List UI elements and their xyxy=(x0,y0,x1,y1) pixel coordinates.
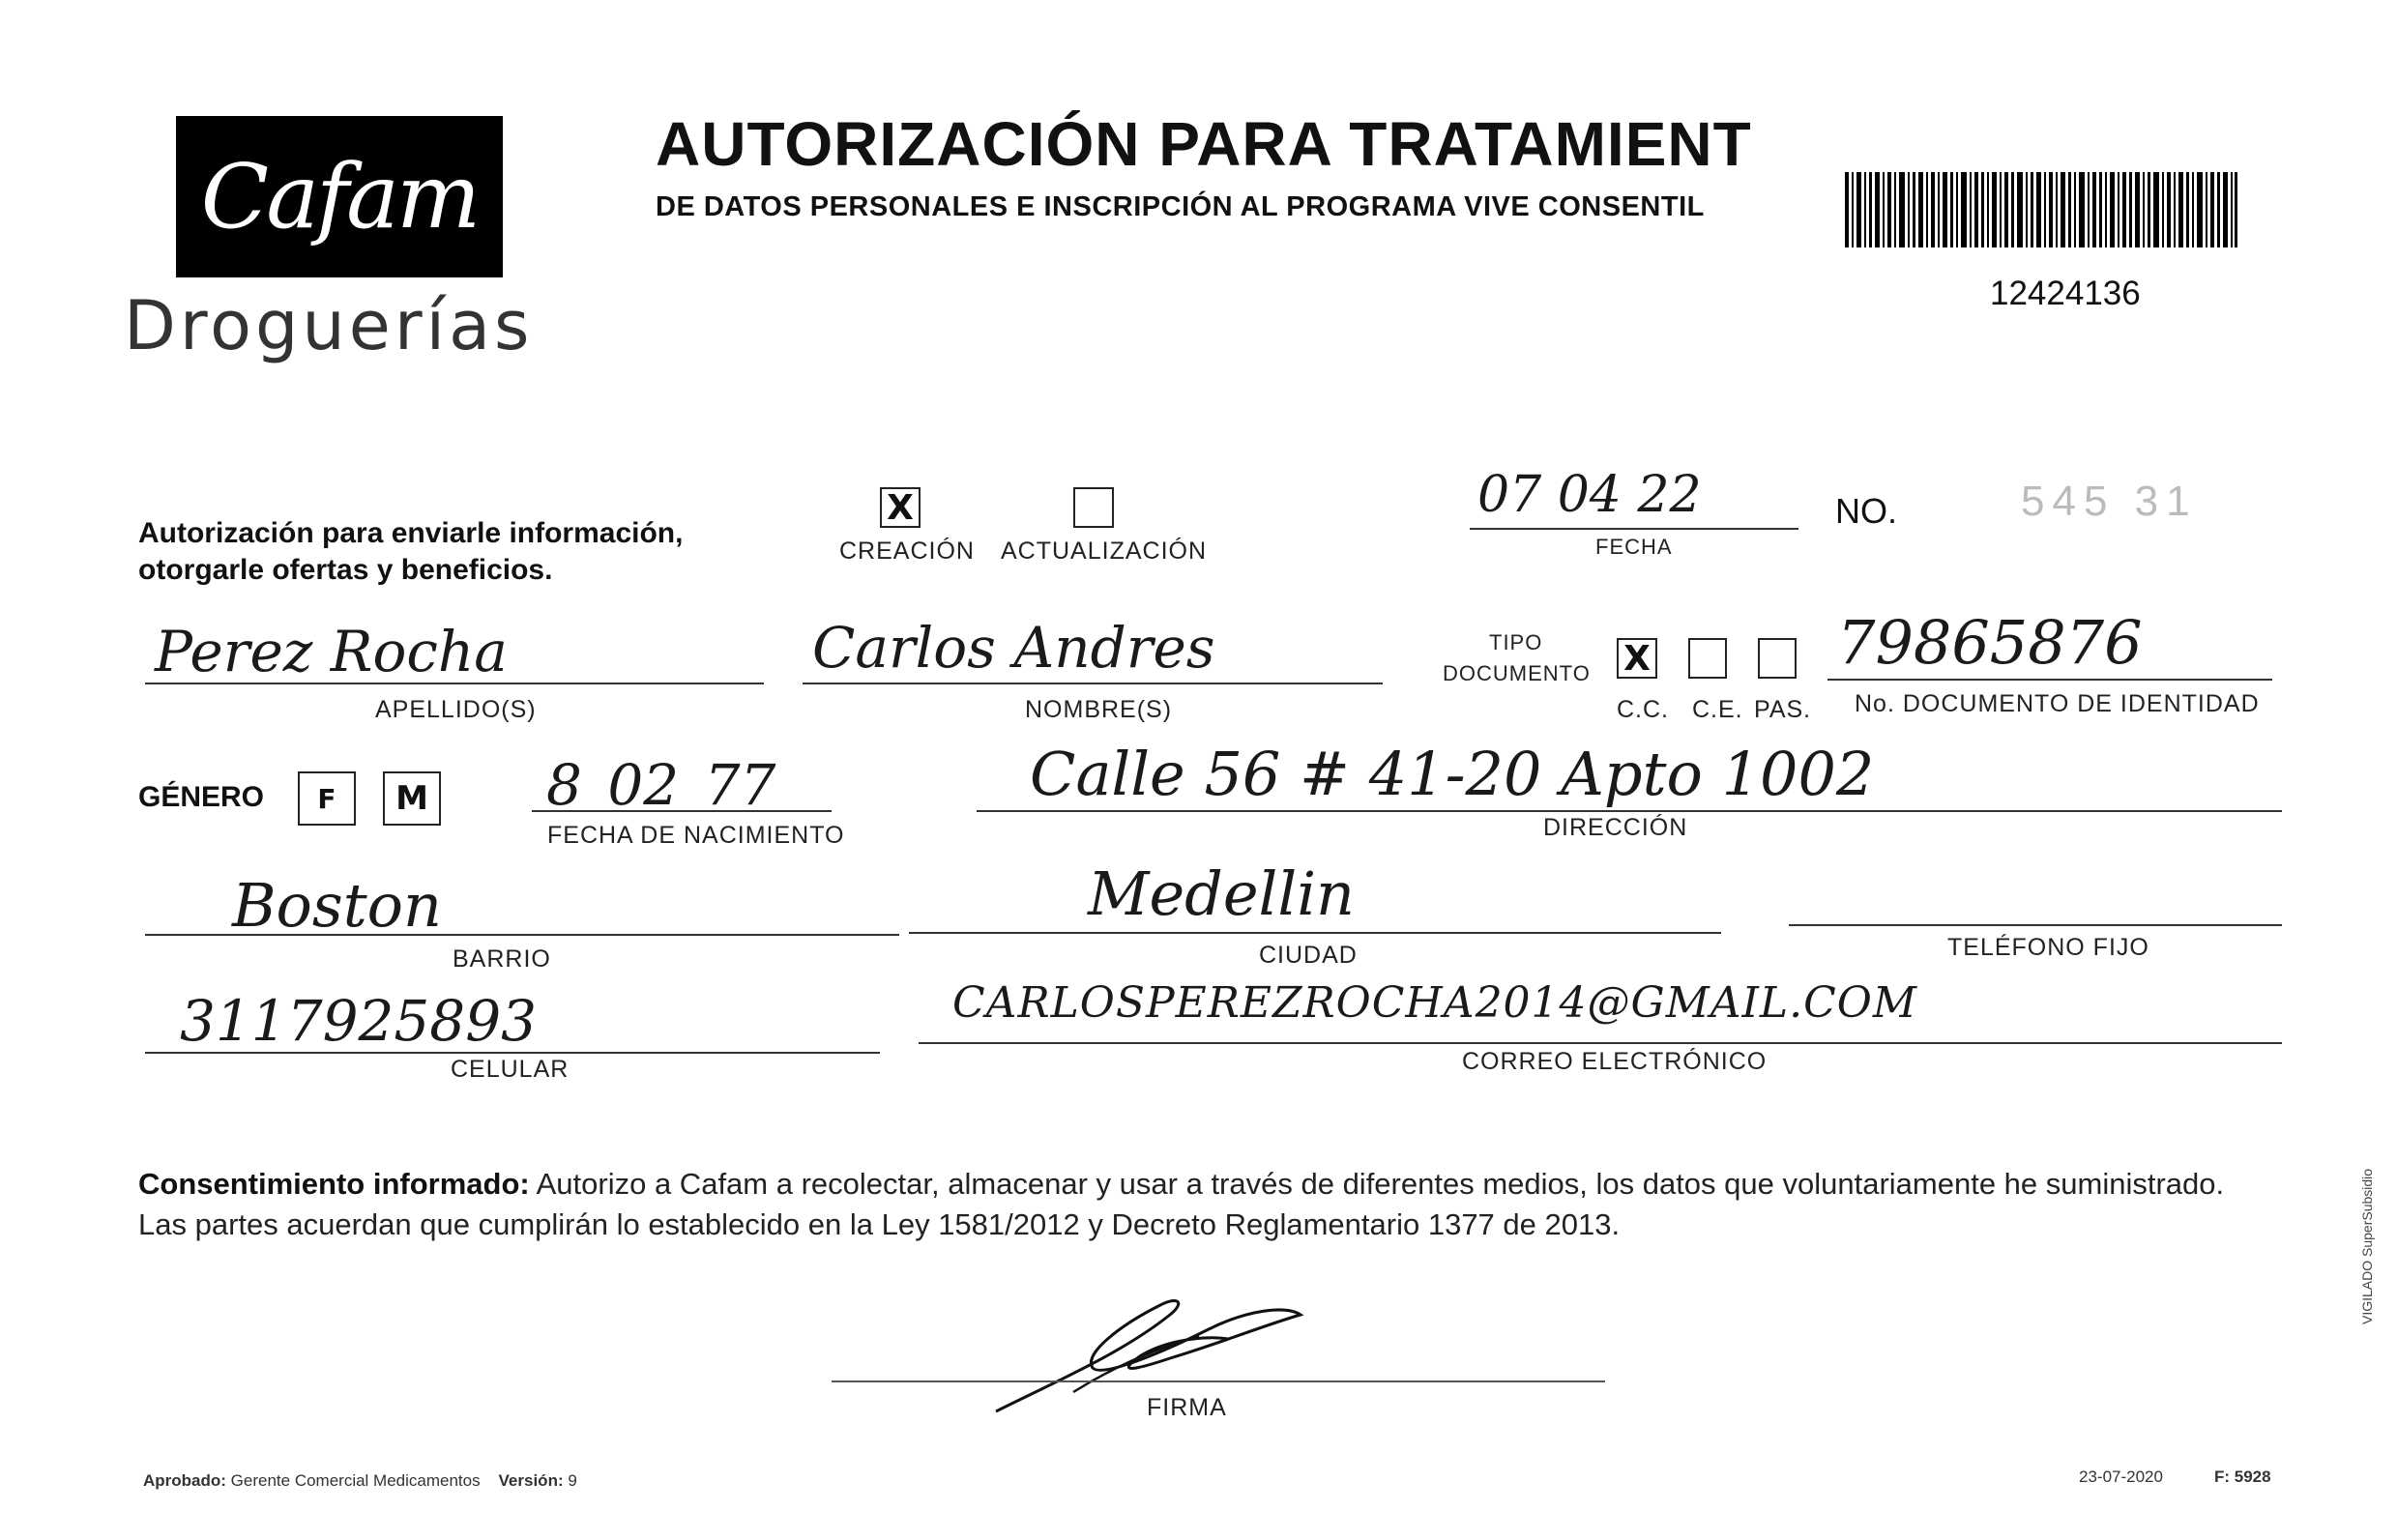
fecha-value[interactable]: 07 04 22 xyxy=(1477,466,1702,524)
nombres-value[interactable]: Carlos Andres xyxy=(812,615,1215,681)
barrio-label: BARRIO xyxy=(453,945,551,973)
fecha-line xyxy=(1470,528,1798,530)
firma-line xyxy=(832,1380,1605,1382)
fecha-label: FECHA xyxy=(1595,535,1673,559)
nombres-label: NOMBRE(S) xyxy=(1025,696,1173,723)
barcode-number: 12424136 xyxy=(1990,275,2141,312)
vigilado-side-text: VIGILADO SuperSubsidio xyxy=(2359,1168,2375,1324)
creacion-checkbox[interactable]: X xyxy=(880,487,921,528)
footer-code: F: 5928 xyxy=(2214,1467,2271,1486)
genero-f-checkbox[interactable]: F xyxy=(298,771,356,826)
ciudad-label: CIUDAD xyxy=(1259,942,1358,969)
firma-label: FIRMA xyxy=(1147,1394,1227,1421)
consent-paragraph xyxy=(138,1164,2280,1245)
version-value: 9 xyxy=(568,1471,577,1490)
celular-value[interactable]: 3117925893 xyxy=(180,988,538,1054)
nacimiento-value[interactable]: 8 02 77 xyxy=(546,752,776,818)
form-title: AUTORIZACIÓN PARA TRATAMIENT xyxy=(656,109,1752,179)
documento-numero-line xyxy=(1827,679,2272,681)
correo-line xyxy=(919,1042,2282,1044)
direccion-value[interactable]: Calle 56 # 41-20 Apto 1002 xyxy=(1030,739,1875,809)
genero-m-checkbox[interactable]: M xyxy=(383,771,441,826)
aprobado-value: Gerente Comercial Medicamentos xyxy=(230,1471,481,1490)
ciudad-line xyxy=(909,932,1721,934)
apellidos-value[interactable]: Perez Rocha xyxy=(155,619,508,684)
barcode xyxy=(1845,172,2237,247)
version-label: Versión: xyxy=(498,1471,564,1490)
numero-value: 545 31 xyxy=(2021,478,2198,525)
celular-label: CELULAR xyxy=(451,1056,570,1083)
documento-label: DOCUMENTO xyxy=(1443,661,1591,685)
ce-checkbox[interactable] xyxy=(1688,638,1727,679)
telefono-line xyxy=(1789,924,2282,926)
cc-label: C.C. xyxy=(1617,696,1669,723)
correo-label: CORREO ELECTRÓNICO xyxy=(1462,1048,1768,1075)
pas-label: PAS. xyxy=(1754,696,1812,723)
form-subtitle: DE DATOS PERSONALES E INSCRIPCIÓN AL PROGRAMA VIVE CONSENTIL xyxy=(656,191,1705,222)
documento-numero-label: No. DOCUMENTO DE IDENTIDAD xyxy=(1855,690,2260,717)
documento-numero-value[interactable]: 79865876 xyxy=(1837,607,2143,678)
nacimiento-line xyxy=(532,810,832,812)
footer-date: 23-07-2020 xyxy=(2079,1467,2163,1486)
correo-value[interactable]: CARLOSPEREZROCHA2014@GMAIL.COM xyxy=(952,978,1917,1028)
telefono-label: TELÉFONO FIJO xyxy=(1947,934,2149,961)
apellidos-line xyxy=(145,683,764,684)
ce-label: C.E. xyxy=(1692,696,1743,723)
intro-line-1: Autorización para enviarle información, xyxy=(138,517,684,549)
genero-label: GÉNERO xyxy=(138,781,265,813)
barrio-value[interactable]: Boston xyxy=(232,870,442,941)
nacimiento-label: FECHA DE NACIMIENTO xyxy=(547,822,845,849)
celular-line xyxy=(145,1052,880,1054)
consent-text: Autorizo a Cafam a recolectar, almacenar y usar a través de diferentes medios, los datos que voluntariamente he suministrado. Las partes acuerdan que cumplirán lo establecido en la Ley 1581/2012 y Decreto Reglamentario 1377 de 2013. xyxy=(138,1167,2225,1241)
apellidos-label: APELLIDO(S) xyxy=(375,696,537,723)
barrio-line xyxy=(145,934,899,936)
consent-heading: Consentimiento informado: xyxy=(138,1167,530,1201)
intro-line-2: otorgarle ofertas y beneficios. xyxy=(138,554,553,586)
logo-subtitle: Droguerías xyxy=(124,286,534,365)
tipo-label: TIPO xyxy=(1489,630,1543,654)
ciudad-value[interactable]: Medellin xyxy=(1088,858,1355,929)
intro-text xyxy=(138,515,683,589)
numero-label: NO. xyxy=(1835,491,1898,531)
cafam-logo: Cafam xyxy=(200,145,479,248)
nombres-line xyxy=(803,683,1383,684)
footer-approval xyxy=(143,1471,577,1491)
direccion-line xyxy=(977,810,2282,812)
pas-checkbox[interactable] xyxy=(1758,638,1797,679)
actualizacion-checkbox[interactable] xyxy=(1073,487,1114,528)
creacion-label: CREACIÓN xyxy=(839,538,975,565)
actualizacion-label: ACTUALIZACIÓN xyxy=(1001,538,1208,565)
direccion-label: DIRECCIÓN xyxy=(1543,814,1688,841)
cc-checkbox[interactable]: X xyxy=(1617,638,1657,679)
aprobado-label: Aprobado: xyxy=(143,1471,226,1490)
